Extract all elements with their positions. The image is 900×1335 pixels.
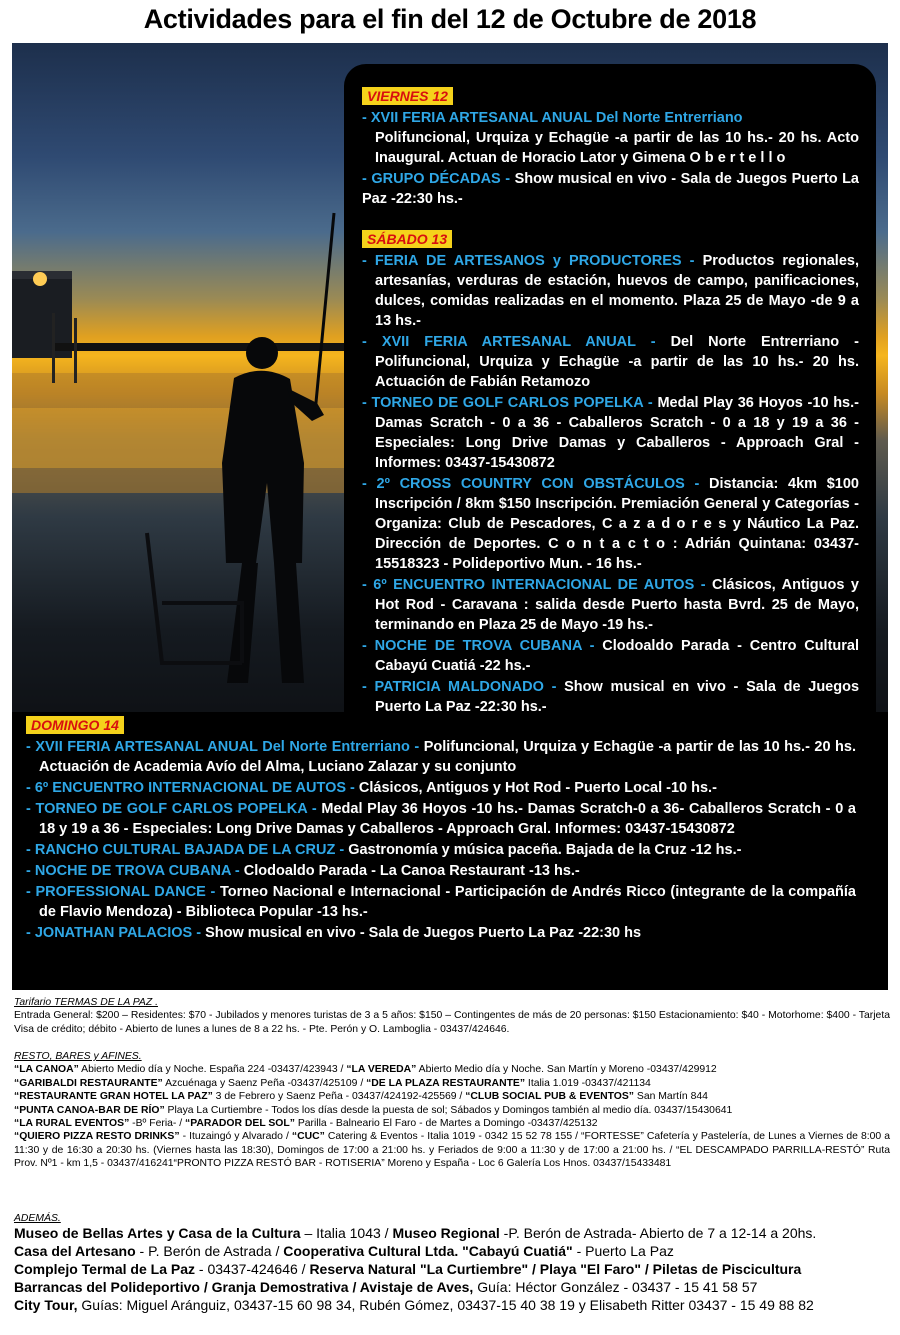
event-heading: - JONATHAN PALACIOS -	[26, 925, 202, 941]
ademas-line	[14, 1279, 890, 1297]
event-item	[362, 393, 859, 473]
tarifario-section	[14, 996, 890, 1036]
event-detail: Del Norte Entrerriano - Polifuncional, Urquiza y Echagüe -a partir de las 10 hs.- 20 hs. Actuación de Fabián Retamozo	[375, 334, 859, 390]
ademas-line	[14, 1243, 890, 1261]
ademas-section	[14, 1212, 890, 1314]
resto-info: Abierto Medio día y Noche. España 224 -03437/423943 /	[78, 1064, 347, 1076]
resto-name: “QUIERO PIZZA RESTO DRINKS”	[14, 1131, 180, 1143]
resto-line	[14, 1117, 890, 1130]
event-heading: - RANCHO CULTURAL BAJADA DE LA CRUZ -	[26, 842, 345, 858]
resto-line	[14, 1130, 890, 1170]
tarifario-label: Tarifario TERMAS DE LA PAZ .	[14, 997, 158, 1008]
resto-line	[14, 1090, 890, 1103]
section-domingo	[26, 716, 856, 943]
event-heading: - TORNEO DE GOLF CARLOS POPELKA -	[362, 395, 653, 411]
place-info: Guía: Héctor González - 03437 - 15 41 58 57	[473, 1278, 758, 1295]
section-sabado	[362, 230, 859, 717]
resto-info: San Martín 844	[634, 1091, 708, 1103]
event-detail: Clodoaldo Parada - La Canoa Restaurant -13 hs.-	[239, 863, 580, 879]
event-heading: - XVII FERIA ARTESANAL ANUAL Del Norte Entrerriano	[362, 110, 743, 126]
ademas-label: ADEMÁS.	[14, 1213, 61, 1224]
place-name: Complejo Termal de La Paz	[14, 1261, 196, 1277]
event-item	[362, 251, 859, 331]
place-name: City Tour,	[14, 1296, 78, 1313]
resto-info: Azcuénaga y Saenz Peña -03437/425109 /	[162, 1077, 367, 1089]
ademas-line	[14, 1297, 890, 1315]
resto-name: “LA VEREDA”	[346, 1064, 417, 1076]
event-detail: Clásicos, Antiguos y Hot Rod - Caravana : salida desde Puerto hasta Bvrd. 25 de Mayo, terminando en Plaza 25 de Mayo -19 hs.-	[375, 577, 859, 633]
resto-line	[14, 1063, 890, 1076]
event-item	[26, 882, 856, 922]
event-item	[362, 636, 859, 676]
resto-info: -Bº Feria- /	[129, 1118, 186, 1130]
resto-name: “LA CANOA”	[14, 1064, 79, 1076]
resto-name: “CUC”	[291, 1131, 325, 1143]
resto-info: Playa La Curtiembre - Todos los días desde la puesta de sol; Sábados y Domingos también al medio día. 03437/15430641	[164, 1104, 733, 1116]
event-list-sabado	[362, 251, 859, 717]
event-heading: - XVII FERIA ARTESANAL ANUAL -	[362, 334, 656, 350]
place-name: Casa del Artesano	[14, 1243, 136, 1260]
event-detail: Distancia: 4km $100 Inscripción / 8km $150 Inscripción. Premiación General y Categorías - Organiza: Club de Pescadores, C a z a d o r e s y Náutico La Paz. Dirección de Deportes. C o n t a c t o : Adrián Quintana: 03437-15518323 - Polideportivo Mun. - 16 hs.-	[375, 476, 859, 572]
place-info: -P. Berón de Astrada- Abierto de 7 a 12-14 a 20hs.	[499, 1225, 817, 1242]
event-item	[26, 799, 856, 839]
event-detail: Medal Play 36 Hoyos -10 hs.- Damas Scratch-0 a 36- Caballeros Scratch - 0 a 18 y 19 a 36 - Especiales: Long Drive Damas y Caballeros - Approach Gral. Informes: 03437-15430872	[39, 801, 857, 837]
event-item	[362, 474, 859, 574]
resto-info: Catering & Eventos - Italia 1019 - 0342 15 52 78 155 / “FORTESSE” Cafetería y Pastelería, de Lunes a Viernes de 8:00 a 11:30 y de 16:30 a 20:30 hs. (Viernes hasta las 18:30), Domingos de 17:00 a 21:00 hs. y Feriados de 9:00 a 11:30 y de 17:00 a 21:00 hs. / “EL DESCAMPADO PARRILLA-RESTÓ” Ruta Prov. Nº1 - km 1,5 - 03437/416241“PRONTO PIZZA RESTÓ BAR - ROTISERIA” Moreno y España - Loc 6 Galería Los Hnos. 03437/15433481	[14, 1131, 890, 1170]
resto-name: “GARIBALDI RESTAURANTE”	[14, 1077, 163, 1089]
resto-info: - Ituzaingó y Alvarado /	[179, 1131, 292, 1143]
event-detail: Show musical en vivo - Sala de Juegos Puerto La Paz -22:30 hs	[201, 925, 642, 941]
resto-line	[14, 1077, 890, 1090]
day-badge-sabado: SÁBADO 13	[362, 230, 452, 248]
resto-name: “PUNTA CANOA-BAR DE RÍO”	[14, 1104, 165, 1116]
event-item	[362, 575, 859, 635]
event-detail: Gastronomía y música paceña. Bajada de la Cruz -12 hs.-	[344, 842, 742, 858]
place-name: Reserva Natural "La Curtiembre" / Playa "El Faro" / Piletas de Piscicultura	[309, 1261, 802, 1277]
ademas-line	[14, 1261, 890, 1279]
event-detail: Productos regionales, artesanías, verduras de estación, huevos de campo, panificaciones, dulces, comidas realizadas en el momento. Plaza 25 de Mayo -de 9 a 13 hs.-	[375, 253, 859, 329]
event-item	[26, 861, 856, 881]
event-detail: Clodoaldo Parada - Centro Cultural Cabayú Cuatiá -22 hs.-	[375, 638, 860, 674]
resto-name: “PARADOR DEL SOL”	[185, 1118, 295, 1130]
event-heading: - NOCHE DE TROVA CUBANA -	[362, 638, 595, 654]
place-name: Museo Regional	[392, 1225, 500, 1242]
event-heading: - PATRICIA MALDONADO -	[362, 679, 557, 695]
event-item	[362, 332, 859, 392]
day-badge-domingo: DOMINGO 14	[26, 716, 124, 734]
event-detail: Show musical en vivo - Sala de Juegos Puerto La Paz -22:30 hs.-	[362, 171, 859, 207]
resto-info: Abierto Medio día y Noche. San Martín y Moreno -03437/429912	[416, 1064, 717, 1076]
event-item	[26, 923, 856, 943]
resto-name: “DE LA PLAZA RESTAURANTE”	[366, 1077, 526, 1089]
event-item	[26, 840, 856, 860]
event-list-viernes	[362, 108, 859, 209]
event-item	[26, 778, 856, 798]
event-list-domingo	[26, 737, 856, 943]
event-item	[26, 737, 856, 777]
resto-name: “CLUB SOCIAL PUB & EVENTOS”	[465, 1091, 634, 1103]
event-item	[362, 677, 859, 717]
place-name: Barrancas del Polideportivo / Granja Demostrativa / Avistaje de Aves,	[14, 1278, 474, 1295]
tarifario-text: Entrada General: $200 – Residentes: $70 - Jubilados y menores turistas de 3 a 5 años: $150 – Contingentes de más de 20 personas: $150 Estacionamiento: $40 - Motorhome: $400 - Tarjeta Visa de crédito; débito - Abierto de lunes a lunes de 8 a 22 hs. - Pte. Perón y O. Lamboglia - 03437/424646.	[14, 1010, 890, 1035]
place-info: - Puerto La Paz	[572, 1243, 674, 1260]
resto-label: RESTO, BARES y AFINES.	[14, 1051, 142, 1062]
place-name: Museo de Bellas Artes y Casa de la Cultura	[14, 1225, 301, 1242]
place-info: Guías: Miguel Aránguiz, 03437-15 60 98 34, Rubén Gómez, 03437-15 40 38 19 y Elisabeth Ritter 03437 - 15 49 88 82	[77, 1296, 814, 1313]
place-name: Cooperativa Cultural Ltda. "Cabayú Cuatiá"	[283, 1243, 573, 1260]
place-info: – Italia 1043 /	[300, 1225, 393, 1242]
event-detail: Polifuncional, Urquiza y Echagüe -a partir de las 10 hs.- 20 hs. Acto Inaugural. Actuan de Horacio Lator y Gimena O b e r t e l l o	[375, 130, 859, 166]
event-detail: Clásicos, Antiguos y Hot Rod - Puerto Local -10 hs.-	[354, 780, 717, 796]
place-info: - P. Berón de Astrada /	[135, 1243, 284, 1260]
ademas-list	[14, 1225, 890, 1314]
ademas-line	[14, 1225, 890, 1243]
event-detail: Medal Play 36 Hoyos -10 hs.- Damas Scratch - 0 a 36 - Caballeros Scratch - 0 a 18 y 19 a 36 - Especiales: Long Drive Damas y Caballeros - Approach Gral - Informes: 03437-15430872	[375, 395, 859, 471]
event-heading: - TORNEO DE GOLF CARLOS POPELKA -	[26, 801, 317, 817]
event-item	[362, 108, 859, 128]
event-heading: - 2º CROSS COUNTRY CON OBSTÁCULOS -	[362, 476, 700, 492]
resto-name: “LA RURAL EVENTOS”	[14, 1118, 130, 1130]
page-title: Actividades para el fin del 12 de Octubre de 2018	[143, 4, 757, 34]
place-info: - 03437-424646 /	[195, 1261, 310, 1277]
event-heading: - FERIA DE ARTESANOS y PRODUCTORES -	[362, 253, 695, 269]
section-viernes	[362, 87, 859, 209]
day-badge-viernes: VIERNES 12	[362, 87, 453, 105]
resto-line	[14, 1104, 890, 1117]
event-item	[362, 169, 859, 209]
event-heading: - PROFESSIONAL DANCE -	[26, 884, 216, 900]
event-heading: - NOCHE DE TROVA CUBANA -	[26, 863, 240, 879]
resto-info: 3 de Febrero y Saenz Peña - 03437/424192-425569 /	[212, 1091, 466, 1103]
event-detail: Polifuncional, Urquiza y Echagüe -a partir de las 10 hs.- 20 hs. Actuación de Academia Avío del Alma, Luciano Zalazar y su conjunto	[39, 739, 857, 775]
event-detail: Torneo Nacional e Internacional - Participación de Andrés Ricco (integrante de la compañía de Flavio Mendoza) - Biblioteca Popular -13 hs.-	[39, 884, 856, 920]
resto-info: Italia 1.019 -03437/421134	[525, 1077, 651, 1089]
event-heading: - GRUPO DÉCADAS -	[362, 171, 511, 187]
resto-section	[14, 1050, 890, 1171]
resto-info: Parilla - Balneario El Faro - de Martes a Domingo -03437/425132	[294, 1118, 598, 1130]
event-detail: Show musical en vivo - Sala de Juegos Puerto La Paz -22:30 hs.-	[375, 679, 860, 715]
event-heading: - 6º ENCUENTRO INTERNACIONAL DE AUTOS -	[26, 780, 355, 796]
event-heading: - XVII FERIA ARTESANAL ANUAL Del Norte Entrerriano -	[26, 739, 420, 755]
event-heading: - 6º ENCUENTRO INTERNACIONAL DE AUTOS -	[362, 577, 706, 593]
resto-name: “RESTAURANTE GRAN HOTEL LA PAZ”	[14, 1091, 213, 1103]
